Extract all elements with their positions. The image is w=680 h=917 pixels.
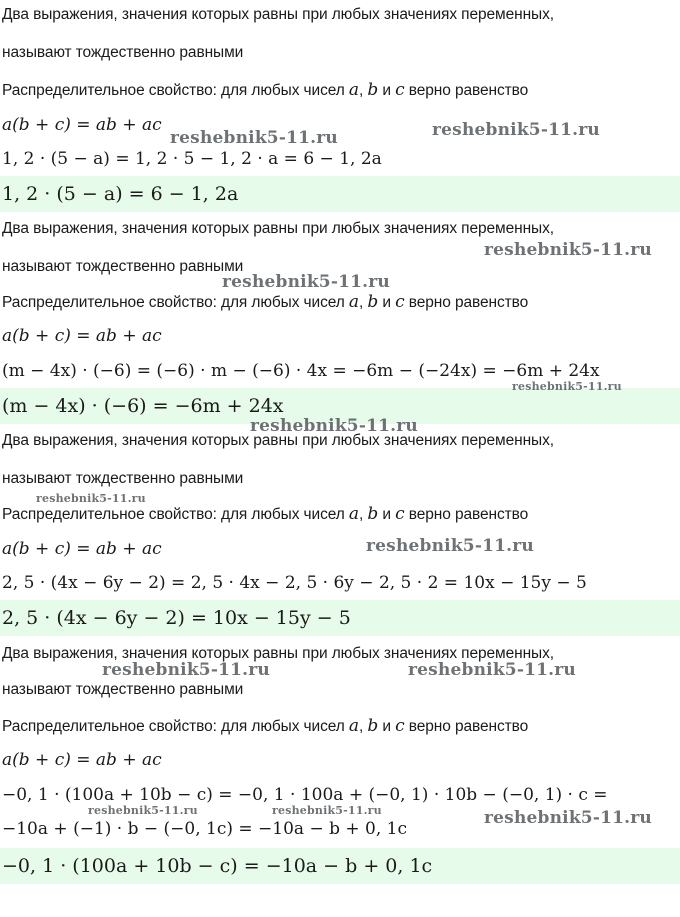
variable-b: b — [367, 80, 379, 100]
variable-c: c — [395, 504, 405, 524]
variable-c: c — [395, 292, 405, 312]
property-suffix: верно равенство — [404, 82, 529, 99]
definition-line-2: называют тождественно равными — [2, 44, 244, 61]
definition-line-2: называют тождественно равными — [2, 470, 244, 487]
variable-c: c — [395, 716, 405, 736]
variable-a: a — [348, 80, 359, 100]
separator: и — [378, 294, 396, 311]
result-formula: (m − 4x) · (−6) = −6m + 24x — [0, 388, 680, 424]
watermark: reshebnik5-11.ru — [170, 128, 338, 148]
identity-formula: a(b + c) = ab + ac — [2, 326, 162, 346]
watermark: reshebnik5-11.ru — [366, 536, 534, 556]
property-prefix: Распределительное свойство: для любых чисел — [2, 294, 349, 311]
expansion-formula-line-2: −10a + (−1) · b − (−0, 1c) = −10a − b + 0, 1c — [2, 819, 408, 839]
variable-c: c — [395, 80, 405, 100]
result-formula: 2, 5 · (4x − 6y − 2) = 10x − 15y − 5 — [0, 600, 680, 636]
expansion-formula: (m − 4x) · (−6) = (−6) · m − (−6) · 4x = −6m − (−24x) = −6m + 24x — [2, 361, 600, 381]
property-prefix: Распределительное свойство: для любых чисел — [2, 506, 349, 523]
property-prefix: Распределительное свойство: для любых чисел — [2, 82, 349, 99]
watermark: reshebnik5-11.ru — [272, 804, 382, 817]
identity-formula: a(b + c) = ab + ac — [2, 115, 162, 135]
watermark: reshebnik5-11.ru — [222, 272, 390, 292]
variable-a: a — [348, 504, 359, 524]
separator: , — [358, 82, 368, 99]
separator: и — [378, 506, 396, 523]
watermark: reshebnik5-11.ru — [484, 240, 652, 260]
separator: , — [358, 718, 368, 735]
identity-formula: a(b + c) = ab + ac — [2, 750, 162, 770]
property-prefix: Распределительное свойство: для любых чисел — [2, 718, 349, 735]
watermark: reshebnik5-11.ru — [88, 804, 198, 817]
variable-b: b — [367, 292, 379, 312]
definition-line-2: называют тождественно равными — [2, 681, 244, 698]
definition-line-1: Два выражения, значения которых равны при любых значениях переменных, — [2, 220, 554, 237]
separator: , — [358, 506, 368, 523]
definition-line-1: Два выражения, значения которых равны при любых значениях переменных, — [2, 6, 554, 23]
definition-line-1: Два выражения, значения которых равны при любых значениях переменных, — [2, 645, 554, 662]
variable-a: a — [348, 292, 359, 312]
distributive-property-line — [0, 504, 680, 524]
separator: и — [378, 82, 396, 99]
expansion-formula: 1, 2 · (5 − a) = 1, 2 · 5 − 1, 2 · a = 6 − 1, 2a — [2, 149, 382, 169]
variable-a: a — [348, 716, 359, 736]
property-suffix: верно равенство — [404, 506, 529, 523]
identity-formula: a(b + c) = ab + ac — [2, 539, 162, 559]
distributive-property-line — [0, 292, 680, 312]
separator: и — [378, 718, 396, 735]
result-formula: −0, 1 · (100a + 10b − c) = −10a − b + 0, 1c — [0, 848, 680, 884]
watermark: reshebnik5-11.ru — [250, 416, 418, 436]
property-suffix: верно равенство — [404, 294, 529, 311]
variable-b: b — [367, 716, 379, 736]
variable-b: b — [367, 504, 379, 524]
separator: , — [358, 294, 368, 311]
definition-line-2: называют тождественно равными — [2, 258, 244, 275]
watermark: reshebnik5-11.ru — [36, 492, 146, 505]
expansion-formula-line-1: −0, 1 · (100a + 10b − c) = −0, 1 · 100a + (−0, 1) · 10b − (−0, 1) · c = — [2, 785, 608, 805]
watermark: reshebnik5-11.ru — [512, 380, 622, 393]
property-suffix: верно равенство — [404, 718, 529, 735]
watermark: reshebnik5-11.ru — [432, 120, 600, 140]
result-formula: 1, 2 · (5 − a) = 6 − 1, 2a — [0, 176, 680, 212]
watermark: reshebnik5-11.ru — [484, 808, 652, 828]
expansion-formula: 2, 5 · (4x − 6y − 2) = 2, 5 · 4x − 2, 5 · 6y − 2, 5 · 2 = 10x − 15y − 5 — [2, 573, 587, 593]
definition-line-1: Два выражения, значения которых равны при любых значениях переменных, — [2, 432, 554, 449]
watermark: reshebnik5-11.ru — [102, 660, 270, 680]
watermark: reshebnik5-11.ru — [408, 660, 576, 680]
distributive-property-line — [0, 716, 680, 736]
distributive-property-line — [0, 80, 680, 100]
